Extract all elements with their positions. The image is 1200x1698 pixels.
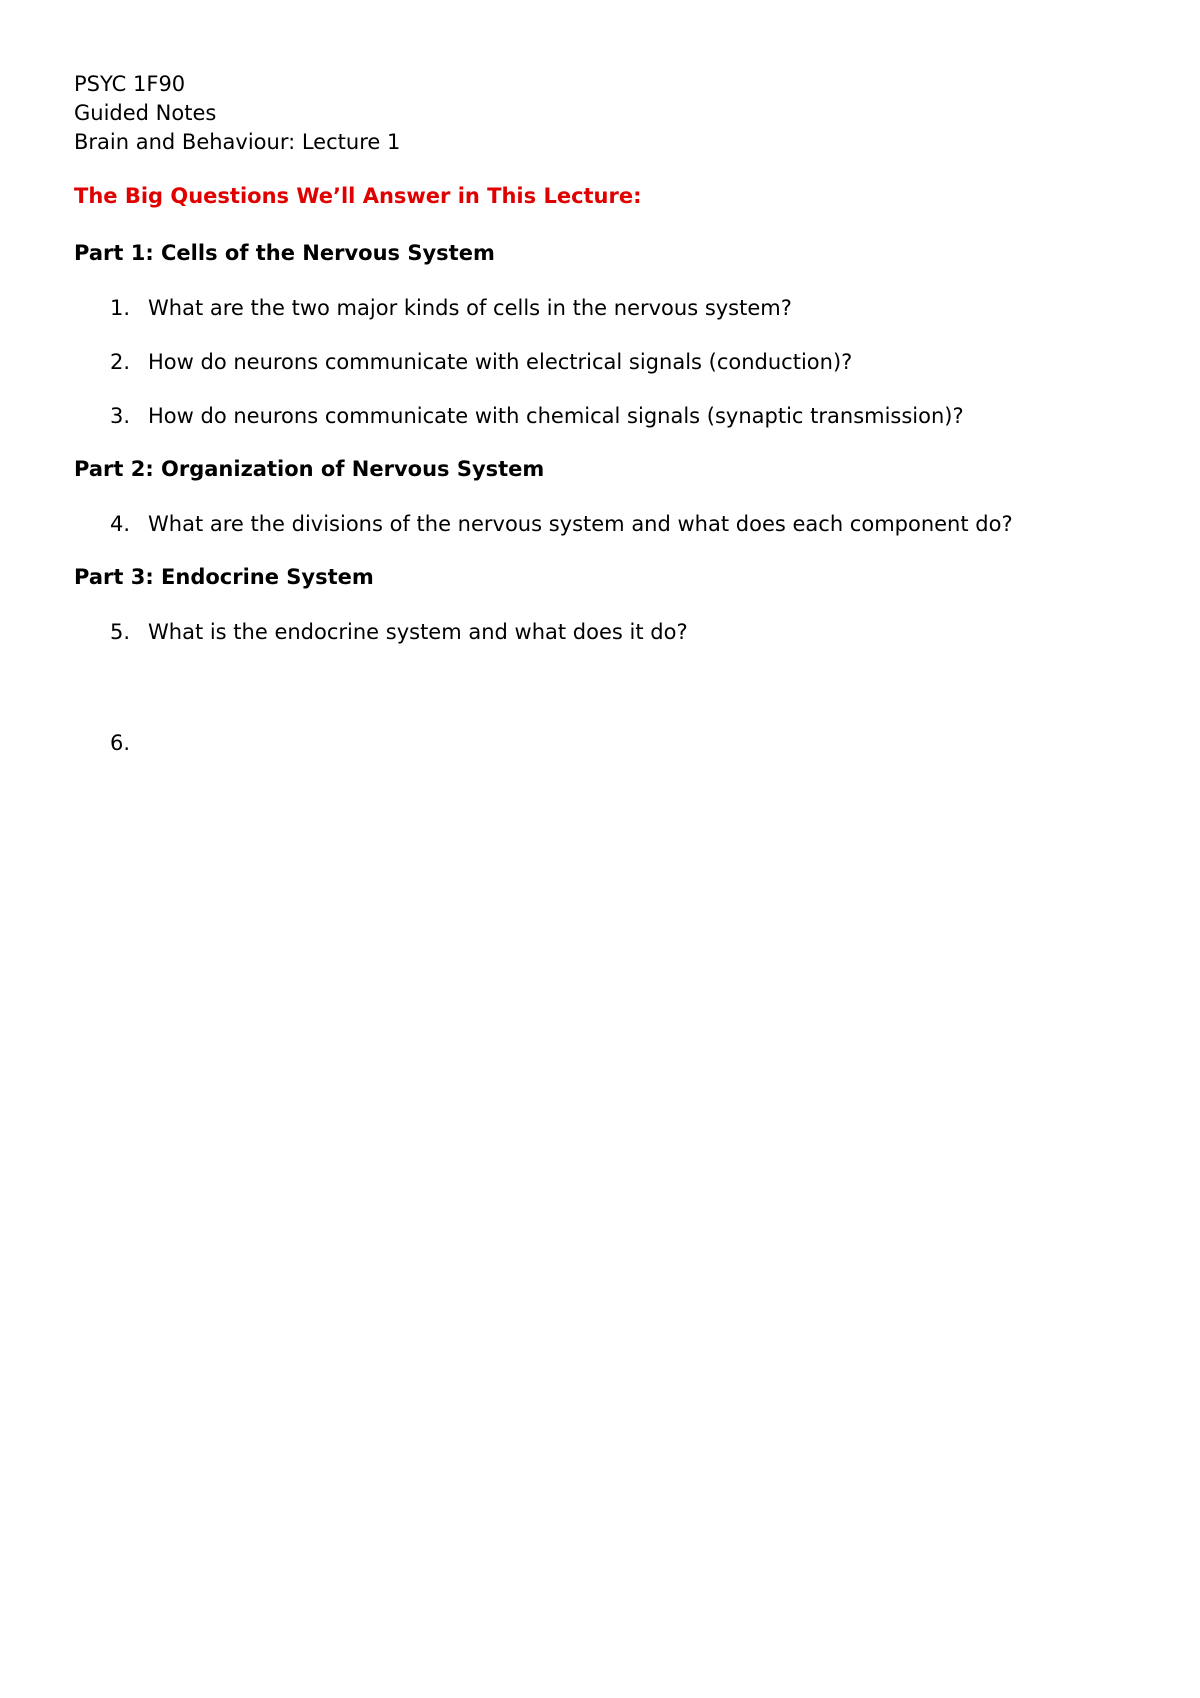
question-text: What is the endocrine system and what does it do?	[148, 620, 688, 644]
question-number: 5.	[110, 620, 131, 644]
question-4	[74, 511, 1134, 538]
question-number: 2.	[110, 350, 131, 374]
part-2-heading: Part 2: Organization of Nervous System	[74, 457, 545, 481]
big-questions-heading: The Big Questions We’ll Answer in This Lecture:	[74, 184, 642, 208]
question-text: How do neurons communicate with electrical signals (conduction)?	[148, 350, 853, 374]
question-number: 3.	[110, 404, 131, 428]
question-2	[74, 349, 1134, 376]
question-number: 4.	[110, 512, 131, 536]
question-1	[74, 295, 1134, 322]
question-text: How do neurons communicate with chemical signals (synaptic transmission)?	[148, 404, 964, 428]
part-3-heading: Part 3: Endocrine System	[74, 565, 374, 589]
lecture-title: Brain and Behaviour: Lecture 1	[74, 130, 401, 154]
question-number: 6.	[110, 731, 131, 755]
question-text: What are the divisions of the nervous system and what does each component do?	[148, 512, 1013, 536]
document-page	[74, 70, 1134, 755]
question-text: What are the two major kinds of cells in the nervous system?	[148, 296, 792, 320]
question-number: 1.	[110, 296, 131, 320]
part-1-heading: Part 1: Cells of the Nervous System	[74, 241, 495, 265]
question-5	[74, 619, 1134, 646]
course-code: PSYC 1F90	[74, 72, 186, 96]
question-3	[74, 403, 1134, 430]
document-type: Guided Notes	[74, 101, 217, 125]
